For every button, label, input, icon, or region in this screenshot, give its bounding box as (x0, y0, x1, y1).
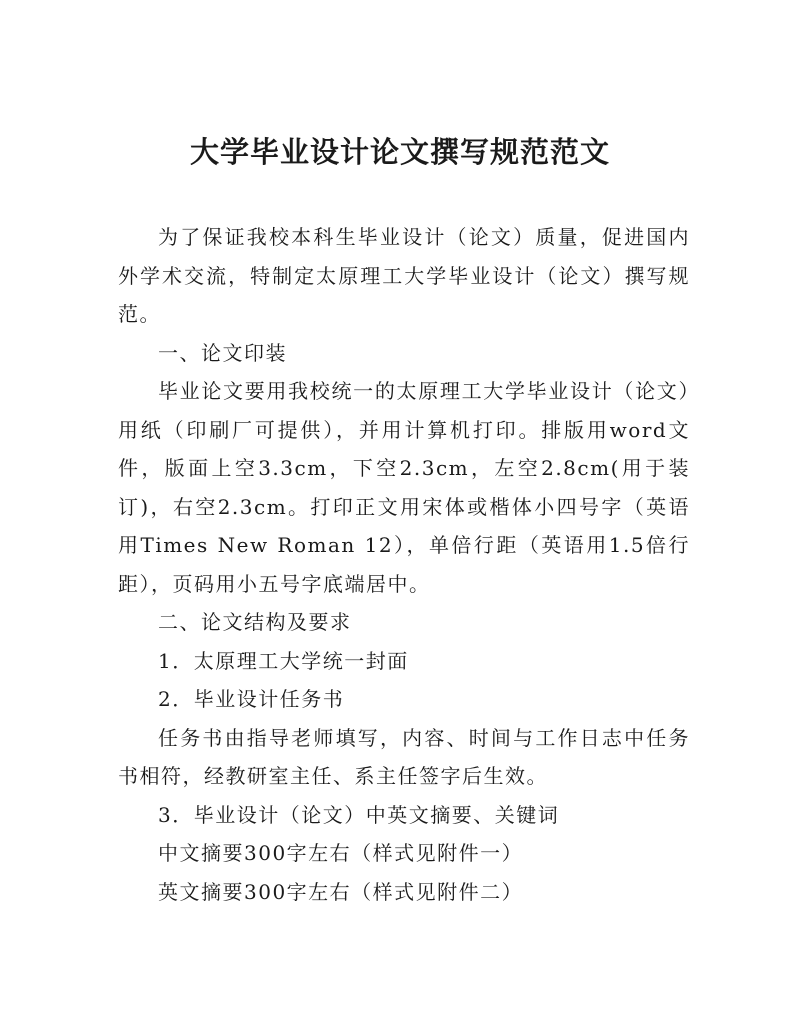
english-abstract-line: 英文摘要300字左右（样式见附件二） (158, 879, 524, 904)
task-book-paragraph: 任务书由指导老师填写，内容、时间与工作日志中任务书相符，经教研室主任、系主任签字后生效。 (118, 725, 690, 788)
list-item-cover: 1．太原理工大学统一封面 (158, 648, 409, 673)
printing-paragraph: 毕业论文要用我校统一的太原理工大学毕业设计（论文）用纸（印刷厂可提供），并用计算机打印。排版用word文件，版面上空3.3cm，下空2.3cm，左空2.8cm(用于装订)，右空2.3cm。打印正文用宋体或楷体小四号字（英语用Times New Roman 12），单倍行距（英语用1.5倍行距），页码用小五号字底端居中。 (118, 379, 690, 596)
list-item-abstract: 3．毕业设计（论文）中英文摘要、关键词 (158, 802, 560, 827)
section-heading-printing: 一、论文印装 (158, 340, 287, 365)
list-item-task-book: 2．毕业设计任务书 (158, 687, 345, 711)
chinese-abstract-line: 中文摘要300字左右（样式见附件一） (158, 841, 524, 865)
intro-paragraph: 为了保证我校本科生毕业设计（论文）质量，促进国内外学术交流，特制定太原理工大学毕业设计（论文）撰写规范。 (118, 225, 690, 326)
document-body (118, 218, 690, 911)
section-heading-structure: 二、论文结构及要求 (158, 610, 352, 634)
document-title: 大学毕业设计论文撰写规范范文 (189, 135, 610, 169)
